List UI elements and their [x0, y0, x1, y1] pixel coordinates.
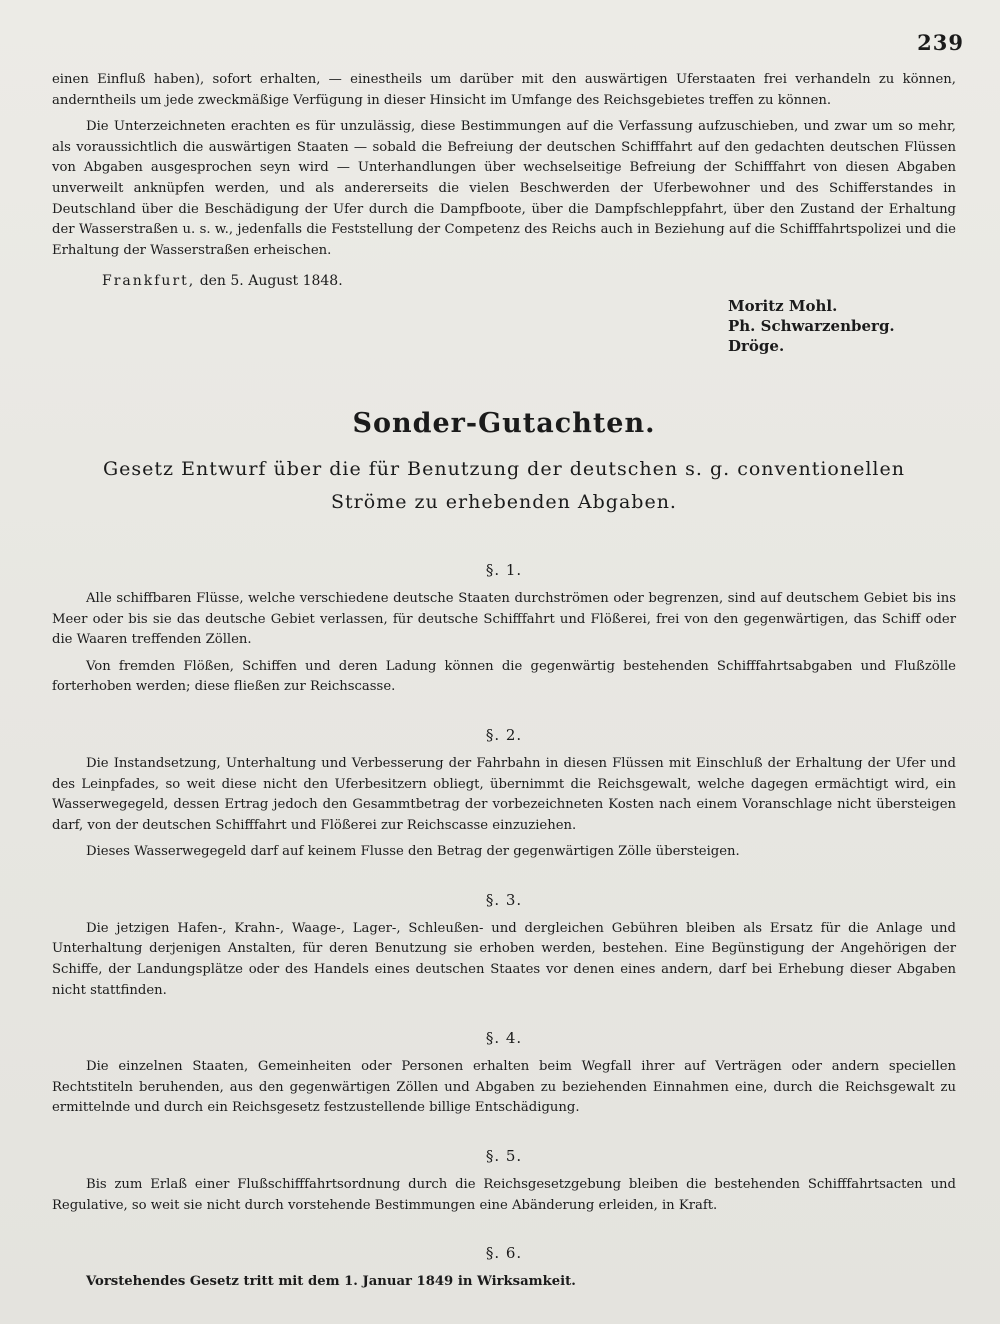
place: Frankfurt, — [102, 273, 196, 290]
date: den 5. August 1848. — [199, 273, 343, 290]
place-date-line — [52, 271, 956, 292]
page-content — [52, 70, 956, 1293]
page-number: 239 — [917, 30, 964, 55]
intro-paragraph-2: Die Unterzeichneten erachten es für unzulässig, diese Bestimmungen auf die Verfassung aufzuschieben, und zwar um so mehr, als voraussichtlich die auswärtigen Staaten — sobald die Befreiung der deutschen Schifffahrt auf den gedachten deutschen Flüssen von Abgaben ausgesprochen seyn wird — Unterhandlungen über wechselseitige Befreiung der Schifffahrt von diesen Abgaben unverweilt anknüpfen werden, und als andererseits die vielen Beschwerden der Uferbewohner und des Schifferstandes in Deutschland über die Beschädigung der Ufer durch die Dampfboote, über die Dampfschleppfahrt, über den Zustand der Erhaltung der Wasserstraßen u. s. w., jedenfalls die Feststellung der Competenz des Reichs auch in Beziehung auf die Schifffahrtspolizei und die Erhaltung der Wasserstraßen erheischen. — [52, 119, 956, 258]
paragraph-heading: §. 1. — [485, 560, 523, 579]
signatory: Moritz Mohl. — [728, 296, 838, 315]
intro-paragraph-1: einen Einfluß haben), sofort erhalten, — einestheils um darüber mit den auswärtigen Uferstaaten frei verhandeln zu können, anderntheils um jede zweckmäßige Verfügung in dieser Hinsicht im Umfange des Reichsgebietes treffen zu können. — [52, 72, 956, 108]
signatory: Dröge. — [728, 336, 785, 355]
paragraph-text: Bis zum Erlaß einer Flußschifffahrtsordnung durch die Reichsgesetzgebung bleiben die bestehenden Schifffahrtsacten und Regulative, so weit sie nicht durch vorstehende Bestimmungen eine Abänderung erleiden, in Kraft. — [52, 1177, 956, 1213]
paragraph-heading: §. 6. — [485, 1244, 523, 1263]
paragraph-text: Vorstehendes Gesetz tritt mit dem 1. Januar 1849 in Wirksamkeit. — [86, 1274, 576, 1290]
paragraph-text: Die Instandsetzung, Unterhaltung und Verbesserung der Fahrbahn in diesen Flüssen mit Einschluß der Erhaltung der Ufer und des Leinpfades, so weit diese nicht den Uferbesitzern obliegt, übernimmt die Reichsgewalt, welche dagegen ermächtigt wird, ein Wasserwegegeld, dessen Ertrag jedoch den Gesammtbetrag der vorbezeichneten Kosten nach einem Voranschlage nicht übersteigen darf, von der deutschen Schifffahrt und Flößerei zur Reichscasse einzuziehen. — [52, 755, 956, 833]
signatures — [728, 296, 956, 356]
paragraph-heading: §. 5. — [485, 1147, 523, 1166]
paragraph-text: Die einzelnen Staaten, Gemeinheiten oder Personen erhalten beim Wegfall ihrer auf Verträgen oder andern speciellen Rechtstiteln beruhenden, aus den gegenwärtigen Zöllen und Abgaben zu beziehenden Einnahmen eine, durch die Reichsgewalt zu ermittelnde und durch ein Reichsgesetz festzustellende billige Entschädigung. — [52, 1059, 956, 1116]
paragraph-text: Von fremden Flößen, Schiffen und deren Ladung können die gegenwärtig bestehenden Schifffahrtsabgaben und Flußzölle forterhoben werden; diese fließen zur Reichscasse. — [52, 658, 956, 695]
paragraph-text: Dieses Wasserwegegeld darf auf keinem Flusse den Betrag der gegenwärtigen Zölle übersteigen. — [86, 844, 740, 860]
signatory: Ph. Schwarzenberg. — [728, 316, 895, 335]
draft-law-title: Gesetz Entwurf über die für Benutzung der deutschen s. g. conventionellen Ströme zu erhebenden Abgaben. — [102, 457, 905, 513]
section-title: Sonder-Gutachten. — [352, 407, 656, 439]
paragraph-text: Die jetzigen Hafen-, Krahn-, Waage-, Lager-, Schleußen- und dergleichen Gebühren bleiben als Ersatz für die Anlage und Unterhaltung derjenigen Anstalten, für deren Benutzung sie erhoben werden, bestehen. Eine Begünstigung der Angehörigen der Schiffe, der Landungsplätze oder des Handels eines deutschen Staates vor denen eines andern, darf bei Erhebung dieser Abgaben nicht stattfinden. — [52, 920, 956, 998]
paragraph-heading: §. 3. — [485, 890, 523, 909]
paragraph-text: Alle schiffbaren Flüsse, welche verschiedene deutsche Staaten durchströmen oder begrenzen, sind auf deutschem Gebiet bis ins Meer oder bis sie das deutsche Gebiet verlassen, für deutsche Schifffahrt und Flößerei, frei von den gegenwärtigen, das Schiff oder die Waaren treffenden Zöllen. — [52, 590, 956, 648]
paragraph-heading: §. 2. — [485, 725, 523, 744]
paragraph-heading: §. 4. — [485, 1029, 523, 1048]
